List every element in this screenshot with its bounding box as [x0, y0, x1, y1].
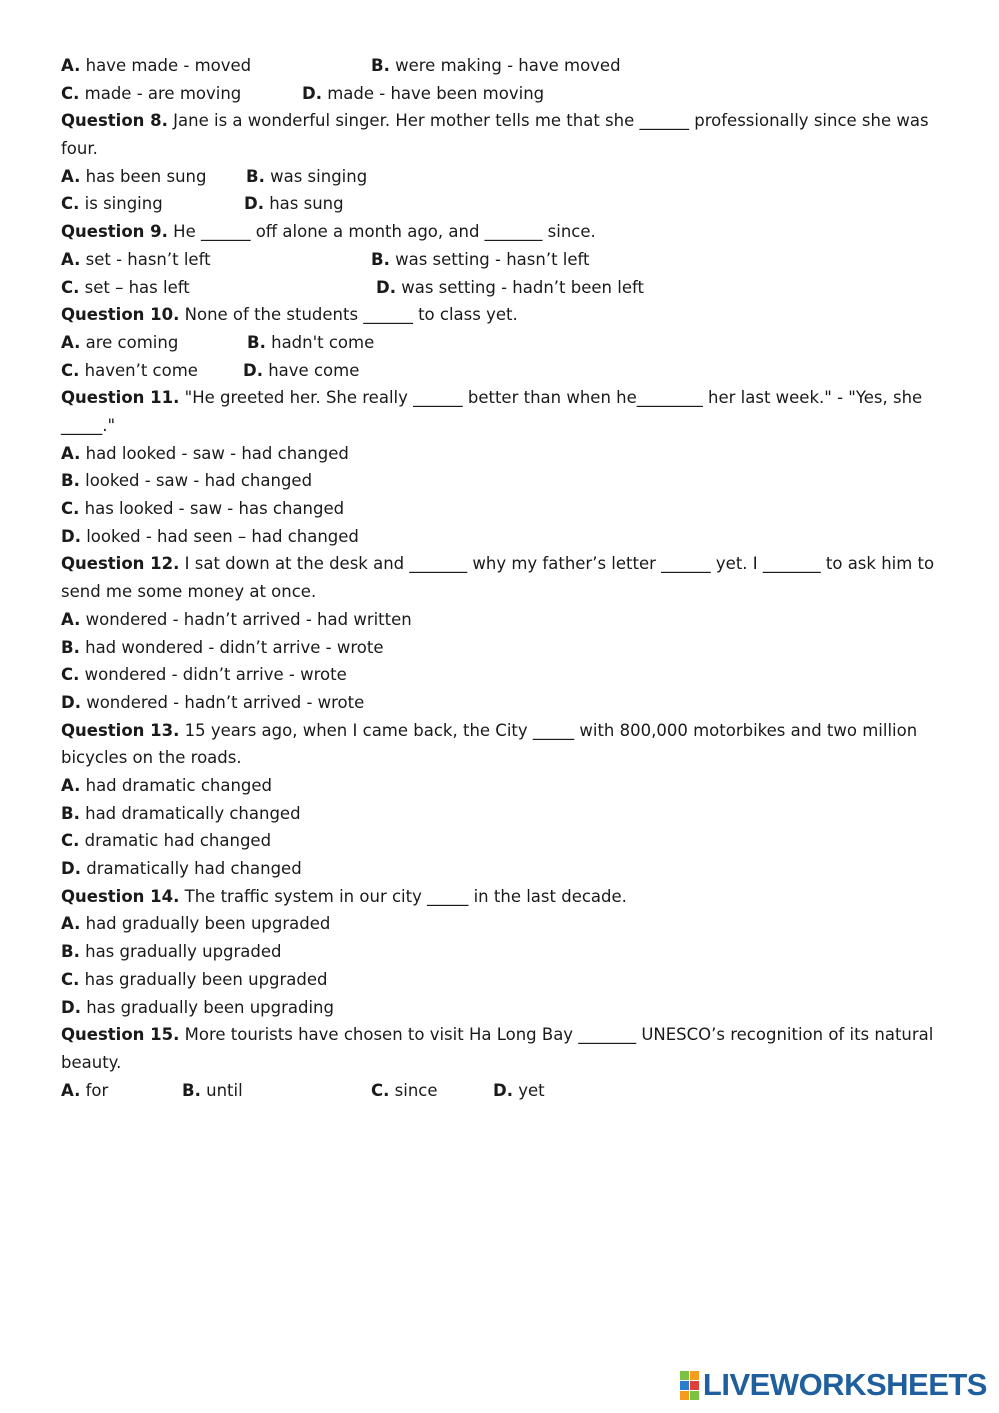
q10-option-a[interactable]: A. are coming: [61, 332, 179, 352]
q10-options-row-1: [61, 329, 941, 357]
question-15-stem: Question 15. More tourists have chosen to visit Ha Long Bay _______ UNESCO’s recognition of its natural beauty.: [61, 1025, 934, 1072]
question-10-stem: Question 10. None of the students ______ to class yet.: [61, 305, 518, 325]
q15-option-b[interactable]: B. until: [182, 1080, 243, 1100]
worksheet-page: [61, 52, 941, 1104]
q14-option-a[interactable]: A. had gradually been upgraded: [61, 914, 331, 934]
q10-options-row-2: [61, 357, 941, 385]
question-11-stem: Question 11. "He greeted her. She really ______ better than when he________ her last week." - "Yes, she _____.": [61, 388, 923, 435]
q10-option-d[interactable]: D. have come: [243, 360, 360, 380]
q8-option-d[interactable]: D. has sung: [244, 194, 344, 214]
q12-option-d[interactable]: D. wondered - hadn’t arrived - wrote: [61, 692, 365, 712]
q7-options-row-1: [61, 52, 941, 80]
q12-option-b[interactable]: B. had wondered - didn’t arrive - wrote: [61, 637, 384, 657]
q14-option-d[interactable]: D. has gradually been upgrading: [61, 997, 334, 1017]
q15-options-row: [61, 1077, 941, 1105]
q13-option-a[interactable]: A. had dramatic changed: [61, 776, 273, 795]
q9-option-b[interactable]: B. was setting - hasn’t left: [371, 249, 590, 269]
question-8-stem: Question 8. Jane is a wonderful singer. Her mother tells me that she ______ professionally since she was four.: [61, 111, 929, 159]
q9-options-row-2: [61, 274, 941, 302]
q15-option-c[interactable]: C. since: [371, 1080, 438, 1100]
q13-option-d[interactable]: D. dramatically had changed: [61, 859, 302, 879]
q7-option-c[interactable]: C. made - are moving: [61, 83, 242, 103]
liveworksheets-mark-icon: [680, 1371, 699, 1400]
q9-option-a[interactable]: A. set - hasn’t left: [61, 249, 211, 269]
q8-options-row-1: [61, 163, 941, 191]
q7-option-a[interactable]: A. have made - moved: [61, 56, 252, 75]
question-13-stem: Question 13. 15 years ago, when I came back, the City _____ with 800,000 motorbikes and two million bicycles on the roads.: [61, 720, 918, 768]
question-9-stem: Question 9. He ______ off alone a month ago, and _______ since.: [61, 222, 596, 242]
q11-option-d[interactable]: D. looked - had seen – had changed: [61, 526, 359, 546]
q9-option-d[interactable]: D. was setting - hadn’t been left: [376, 277, 644, 297]
liveworksheets-logo[interactable]: [680, 1367, 987, 1403]
q10-option-c[interactable]: C. haven’t come: [61, 360, 198, 380]
q8-option-b[interactable]: B. was singing: [246, 166, 368, 186]
question-14-stem: Question 14. The traffic system in our city _____ in the last decade.: [61, 886, 627, 906]
q7-option-b[interactable]: B. were making - have moved: [371, 56, 621, 75]
q13-option-b[interactable]: B. had dramatically changed: [61, 803, 301, 823]
q9-options-row-1: [61, 246, 941, 274]
q8-option-a[interactable]: A. has been sung: [61, 166, 207, 186]
q12-option-a[interactable]: A. wondered - hadn’t arrived - had written: [61, 609, 412, 629]
q12-option-c[interactable]: C. wondered - didn’t arrive - wrote: [61, 665, 347, 685]
q14-option-b[interactable]: B. has gradually upgraded: [61, 942, 282, 962]
q13-option-c[interactable]: C. dramatic had changed: [61, 831, 272, 851]
q7-options-row-2: [61, 80, 941, 108]
q10-option-b[interactable]: B. hadn't come: [247, 332, 375, 352]
question-12-stem: Question 12. I sat down at the desk and _______ why my father’s letter ______ yet. I _______ to ask him to send me some money at once.: [61, 554, 935, 602]
q15-option-d[interactable]: D. yet: [493, 1080, 545, 1100]
q9-option-c[interactable]: C. set – has left: [61, 277, 190, 297]
q11-option-c[interactable]: C. has looked - saw - has changed: [61, 499, 345, 519]
q8-options-row-2: [61, 190, 941, 218]
q14-option-c[interactable]: C. has gradually been upgraded: [61, 969, 328, 989]
q11-option-b[interactable]: B. looked - saw - had changed: [61, 471, 313, 491]
q7-option-d[interactable]: D. made - have been moving: [302, 83, 545, 103]
q15-option-a[interactable]: A. for: [61, 1080, 109, 1100]
liveworksheets-brand: LIVEWORKSHEETS: [702, 1367, 987, 1402]
q8-option-c[interactable]: C. is singing: [61, 194, 163, 214]
q11-option-a[interactable]: A. had looked - saw - had changed: [61, 443, 349, 463]
